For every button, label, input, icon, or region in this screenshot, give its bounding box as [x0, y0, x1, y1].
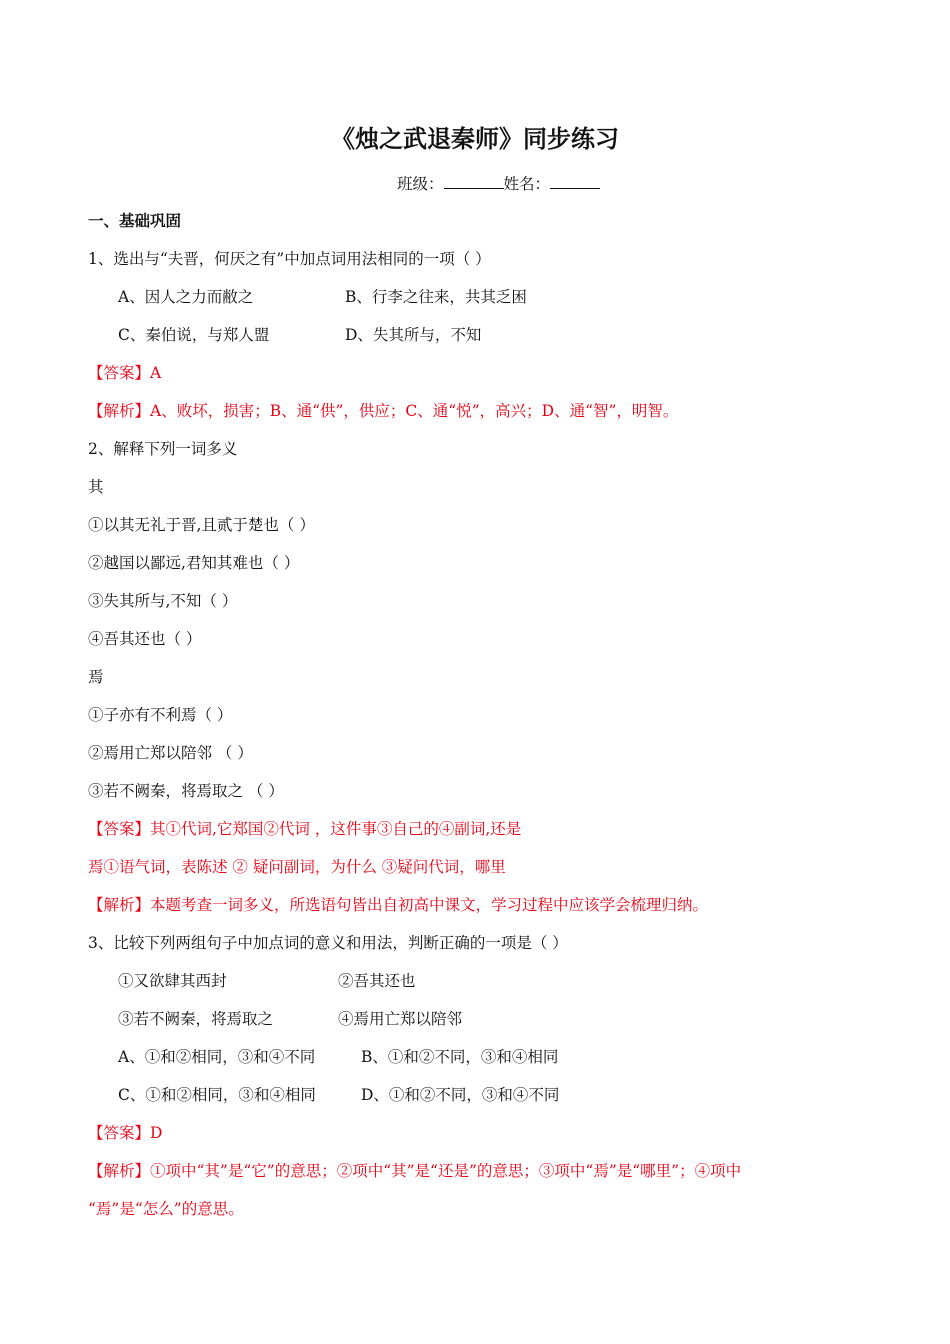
class-name-line	[397, 173, 600, 194]
question-3-option-a: A、①和②相同，③和④不同	[118, 1048, 316, 1066]
question-3-option-d: D、①和②不同，③和④不同	[361, 1086, 560, 1104]
question-1-stem: 1、选出与“夫晋，何厌之有”中加点词用法相同的一项（ ）	[88, 250, 491, 268]
question-2-stem: 2、解释下列一词多义	[88, 440, 238, 458]
question-1-option-c: C、秦伯说，与郑人盟	[118, 326, 270, 344]
question-1-option-a: A、因人之力而敝之	[118, 288, 254, 306]
question-2-word-qi: 其	[88, 478, 104, 496]
question-1-analysis: 【解析】A、败坏，损害；B、通“供”，供应；C、通“悦”，高兴；D、通“智”，明智。	[88, 402, 679, 420]
question-3-analysis-line-1: 【解析】①项中“其”是“它”的意思；②项中“其”是“还是”的意思；③项中“焉”是“哪里”；④项中	[88, 1162, 742, 1180]
question-2-qi-item-1: ①以其无礼于晋,且贰于楚也（ ）	[88, 516, 315, 534]
question-1-option-d: D、失其所与，不知	[345, 326, 482, 344]
question-1-option-b: B、行李之往来，共其乏困	[345, 288, 527, 306]
question-3-sentence-1: ①又欲肆其西封	[118, 972, 227, 990]
question-2-qi-item-3: ③失其所与,不知（ ）	[88, 592, 238, 610]
question-2-yan-item-3: ③若不阙秦，将焉取之 （ ）	[88, 782, 284, 800]
question-3-analysis-line-2: “焉”是“怎么”的意思。	[88, 1200, 244, 1218]
question-1-answer: 【答案】A	[88, 364, 162, 382]
page-title: 《烛之武退秦师》同步练习	[331, 125, 619, 153]
question-2-word-yan: 焉	[88, 668, 104, 686]
question-3-stem: 3、比较下列两组句子中加点词的意义和用法，判断正确的一项是（ ）	[88, 934, 568, 952]
question-2-analysis: 【解析】本题考查一词多义，所选语句皆出自初高中课文，学习过程中应该学会梳理归纳。	[88, 896, 709, 914]
question-3-sentence-3: ③若不阙秦，将焉取之	[118, 1010, 274, 1028]
class-label: 班级：	[397, 175, 444, 193]
section-heading: 一、基础巩固	[88, 212, 182, 230]
question-2-answer-line-1: 【答案】其①代词,它郑国②代词 ，这件事③自己的④副词,还是	[88, 820, 522, 838]
question-2-yan-item-2: ②焉用亡郑以陪邻 （ ）	[88, 744, 253, 762]
name-label: 姓名：	[503, 175, 551, 193]
question-3-answer: 【答案】D	[88, 1124, 163, 1142]
question-2-yan-item-1: ①子亦有不利焉（ ）	[88, 706, 233, 724]
question-2-qi-item-4: ④吾其还也（ ）	[88, 630, 202, 648]
question-3-option-c: C、①和②相同，③和④相同	[118, 1086, 316, 1104]
question-3-option-b: B、①和②不同，③和④相同	[361, 1048, 559, 1066]
question-3-sentence-2: ②吾其还也	[338, 972, 416, 990]
question-3-sentence-4: ④焉用亡郑以陪邻	[338, 1010, 463, 1028]
question-2-answer-line-2: 焉①语气词，表陈述 ② 疑问副词，为什么 ③疑问代词，哪里	[88, 858, 506, 876]
class-blank	[444, 173, 504, 189]
name-blank	[550, 173, 600, 189]
question-2-qi-item-2: ②越国以鄙远,君知其难也（ ）	[88, 554, 300, 572]
